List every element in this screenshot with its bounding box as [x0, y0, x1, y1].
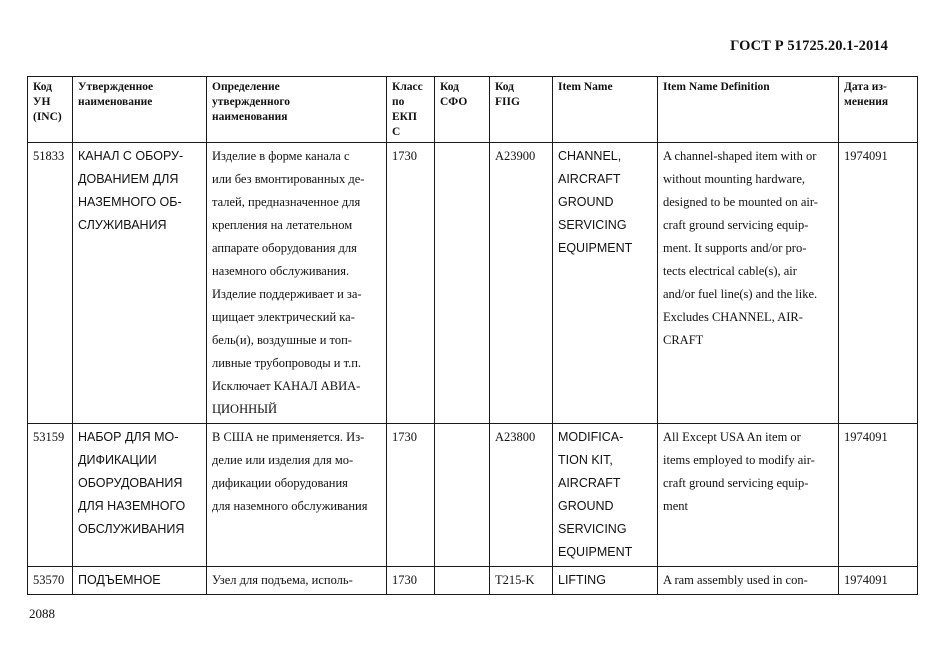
cell-line: and/or fuel line(s) and the like. [663, 287, 818, 301]
cell-line: С [392, 126, 401, 138]
cell-line: Код [33, 81, 53, 93]
inc-cell [28, 567, 73, 595]
cell-line: ОБСЛУЖИВАНИЯ [78, 522, 185, 536]
cell-line: 53570 [33, 573, 65, 587]
cell-line: AIRCRAFT [558, 172, 621, 186]
ekps-class-cell [387, 424, 435, 567]
cell-line: менения [844, 96, 889, 108]
col-header-sfo-code [435, 77, 490, 143]
definition-ru-cell [207, 143, 387, 424]
cell-line: ПОДЪЕМНОЕ [78, 573, 161, 587]
approved-name-cell [73, 424, 207, 567]
cell-line: утвержденного [212, 96, 291, 108]
cell-line: tects electrical cable(s), air [663, 264, 797, 278]
cell-line: LIFTING [558, 573, 606, 587]
cell-line: СЛУЖИВАНИЯ [78, 218, 167, 232]
ekps-class-cell [387, 567, 435, 595]
cell-line: ДОВАНИЕМ ДЛЯ [78, 172, 179, 186]
cell-line: КАНАЛ С ОБОРУ- [78, 149, 184, 163]
cell-line: по [392, 96, 405, 108]
cell-line: НАЗЕМНОГО ОБ- [78, 195, 182, 209]
col-header-item-name-definition [658, 77, 839, 143]
item-name-cell [553, 424, 658, 567]
cell-line: CRAFT [663, 333, 704, 347]
cell-line: Дата из- [844, 81, 887, 93]
col-header-ekps-class [387, 77, 435, 143]
cell-line: Изделие в форме канала с [212, 149, 350, 163]
cell-line: EQUIPMENT [558, 241, 633, 255]
cell-line: аппарате оборудования для [212, 241, 357, 255]
table-row [28, 143, 918, 424]
col-header-item-name [553, 77, 658, 143]
cell-line: designed to be mounted on air- [663, 195, 818, 209]
cell-line: Изделие поддерживает и за- [212, 287, 362, 301]
change-date-cell [839, 567, 918, 595]
cell-line: Утвержденное [78, 81, 154, 93]
cell-line: Узел для подъема, исполь- [212, 573, 353, 587]
cell-line: талей, предназначенное для [212, 195, 361, 209]
col-header-change-date [839, 77, 918, 143]
cell-line: A channel-shaped item with or [663, 149, 817, 163]
fiig-code-cell [490, 567, 553, 595]
cell-line: without mounting hardware, [663, 172, 805, 186]
cell-line: дификации оборудования [212, 476, 348, 490]
cell-line: craft ground servicing equip- [663, 476, 809, 490]
cell-line: ОБОРУДОВАНИЯ [78, 476, 183, 490]
cell-line: наименования [212, 111, 288, 123]
table-row [28, 567, 918, 595]
cell-line: НАБОР ДЛЯ МО- [78, 430, 179, 444]
ekps-class-cell [387, 143, 435, 424]
cell-line: FIIG [495, 96, 520, 108]
cell-line: A23900 [495, 149, 536, 163]
definition-ru-cell [207, 424, 387, 567]
cell-line: CHANNEL, [558, 149, 622, 163]
cell-line: 1730 [392, 149, 417, 163]
cell-line: (INC) [33, 111, 62, 123]
cell-line: A ram assembly used in con- [663, 573, 808, 587]
approved-name-cell [73, 567, 207, 595]
change-date-cell [839, 143, 918, 424]
cell-line: MODIFICA- [558, 430, 624, 444]
header-row [28, 77, 918, 143]
cell-line: 1730 [392, 430, 417, 444]
sfo-code-cell [435, 143, 490, 424]
cell-line: SERVICING [558, 218, 627, 232]
cell-line: делие или изделия для мо- [212, 453, 354, 467]
cell-line: ment [663, 499, 688, 513]
cell-line: A23800 [495, 430, 536, 444]
cell-line: ЦИОННЫЙ [212, 402, 278, 416]
inc-cell [28, 143, 73, 424]
cell-line: Excludes CHANNEL, AIR- [663, 310, 803, 324]
sfo-code-cell [435, 567, 490, 595]
col-header-inc [28, 77, 73, 143]
inc-cell [28, 424, 73, 567]
item-name-cell [553, 567, 658, 595]
cell-line: наземного обслуживания. [212, 264, 350, 278]
item-name-cell [553, 143, 658, 424]
cell-line: ливные трубопроводы и т.п. [212, 356, 362, 370]
cell-line: 1974091 [844, 430, 888, 444]
fiig-code-cell [490, 143, 553, 424]
cell-line: СФО [440, 96, 468, 108]
cell-line: SERVICING [558, 522, 627, 536]
cell-line: щищает электрический ка- [212, 310, 355, 324]
cell-line: Item Name [558, 81, 613, 93]
cell-line: Код [440, 81, 460, 93]
approved-name-cell [73, 143, 207, 424]
cell-line: GROUND [558, 195, 614, 209]
definition-en-cell [658, 143, 839, 424]
cell-line: Код [495, 81, 515, 93]
sfo-code-cell [435, 424, 490, 567]
cell-line: Класс [392, 81, 423, 93]
page-number: 2088 [29, 606, 55, 621]
cell-line: Определение [212, 81, 280, 93]
change-date-cell [839, 424, 918, 567]
catalog-table [27, 76, 918, 595]
standard-designation: ГОСТ Р 51725.20.1-2014 [730, 38, 888, 54]
cell-line: наименование [78, 96, 153, 108]
cell-line: EQUIPMENT [558, 545, 633, 559]
col-header-fiig-code [490, 77, 553, 143]
cell-line: craft ground servicing equip- [663, 218, 809, 232]
cell-line: ДЛЯ НАЗЕМНОГО [78, 499, 186, 513]
cell-line: В США не применяется. Из- [212, 430, 365, 444]
cell-line: или без вмонтированных де- [212, 172, 365, 186]
cell-line: Item Name Definition [663, 81, 770, 93]
col-header-name-definition [207, 77, 387, 143]
col-header-approved-name [73, 77, 207, 143]
cell-line: items employed to modify air- [663, 453, 815, 467]
cell-line: AIRCRAFT [558, 476, 621, 490]
cell-line: T215-K [495, 573, 535, 587]
cell-line: ЕКП [392, 111, 417, 123]
definition-en-cell [658, 567, 839, 595]
fiig-code-cell [490, 424, 553, 567]
definition-ru-cell [207, 567, 387, 595]
cell-line: 51833 [33, 149, 65, 163]
cell-line: 1974091 [844, 149, 888, 163]
cell-line: бель(и), воздушные и топ- [212, 333, 352, 347]
cell-line: УН [33, 96, 51, 108]
cell-line: 1730 [392, 573, 417, 587]
cell-line: 1974091 [844, 573, 888, 587]
cell-line: 53159 [33, 430, 65, 444]
definition-en-cell [658, 424, 839, 567]
cell-line: крепления на летательном [212, 218, 353, 232]
cell-line: TION KIT, [558, 453, 613, 467]
cell-line: для наземного обслуживания [212, 499, 368, 513]
cell-line: GROUND [558, 499, 614, 513]
cell-line: Исключает КАНАЛ АВИА- [212, 379, 361, 393]
cell-line: All Except USA An item or [663, 430, 801, 444]
cell-line: ment. It supports and/or pro- [663, 241, 807, 255]
table-row [28, 424, 918, 567]
cell-line: ДИФИКАЦИИ [78, 453, 157, 467]
